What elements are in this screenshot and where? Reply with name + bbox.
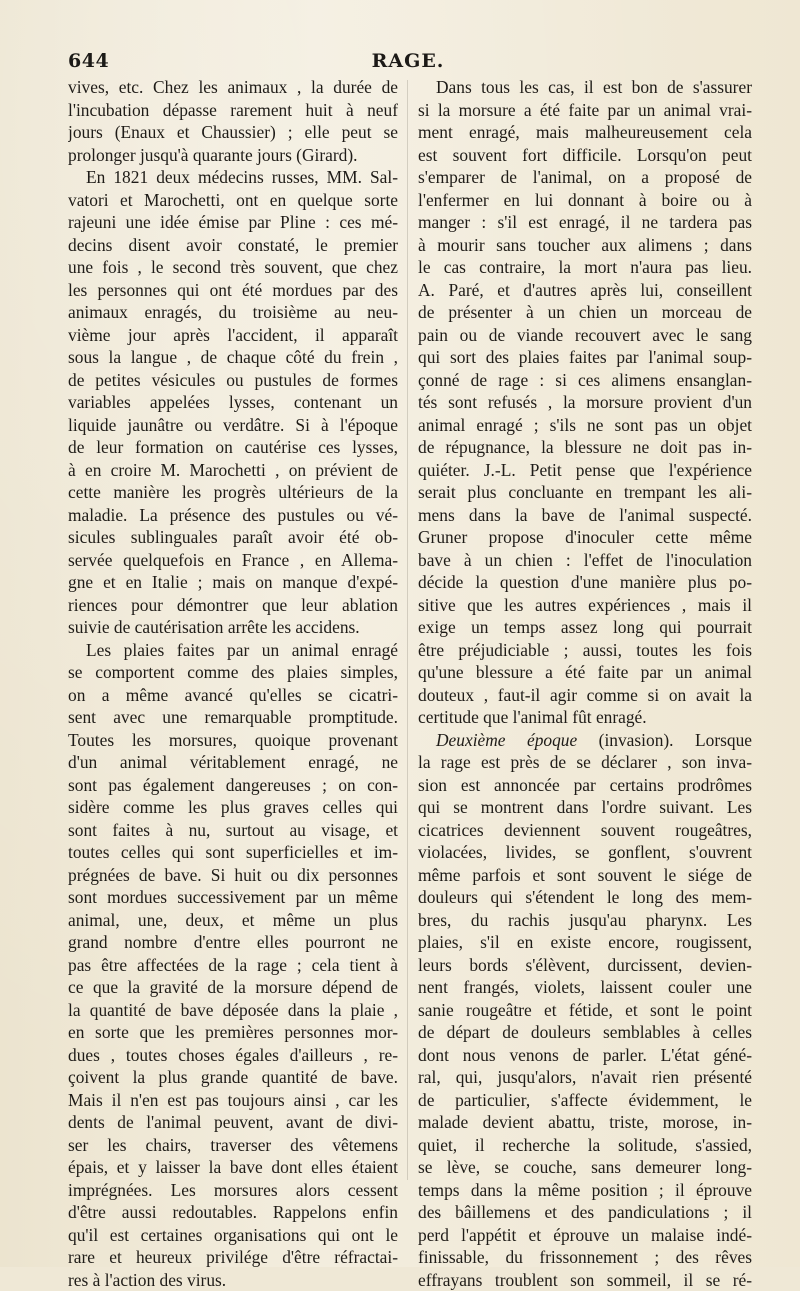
text-line: Deuxième époque (invasion). Lorsque [418,729,752,752]
text-line: sion est annoncée par certains prodrômes [418,774,752,797]
text-line: Gruner propose d'inoculer cette même [418,526,752,549]
text-line: sidère comme les plus graves celles qui [68,796,398,819]
text-line: on a même avancé qu'elles se cicatri- [68,684,398,707]
text-line: à en croire M. Marochetti , on prévient de [68,459,398,482]
text-line: bave à un chien : l'effet de l'inoculation [418,549,752,572]
text-line: animal, une, deux, et même un plus [68,909,398,932]
text-line: dues , toutes choses égales d'ailleurs , re- [68,1044,398,1067]
text-line: serait plus concluante en trempant les ali- [418,481,752,504]
text-line: si la morsure a été faite par un animal vrai- [418,99,752,122]
text-line: de départ de douleurs semblables à celles [418,1021,752,1044]
text-line: la rage est près de se déclarer , son inva- [418,751,752,774]
text-line: A. Paré, et d'autres après lui, conseillent [418,279,752,302]
text-line: d'un animal véritablement enragé, ne [68,751,398,774]
text-line: bres, du rachis jusqu'au pharynx. Les [418,909,752,932]
page-number: 644 [68,50,109,72]
section-heading-italic: Deuxième époque [436,730,577,750]
text-line: sont pas également dangereuses ; on con- [68,774,398,797]
running-title: RAGE. [68,50,748,72]
text-line: dont nous venons de parler. L'état géné- [418,1044,752,1067]
left-text-column [68,76,398,1291]
text-line: ral, qui, jusqu'alors, n'avait rien présenté [418,1066,752,1089]
text-line: sous la langue , de chaque côté du frein , [68,346,398,369]
text-line: certitude que l'animal fût enragé. [418,706,752,729]
text-line: sicules sublinguales paraît avoir été ob- [68,526,398,549]
text-line: servée quelquefois en France , en Allema- [68,549,398,572]
text-line: imprégnées. Les morsures alors cessent [68,1179,398,1202]
text-line: même parfois et sont souvent le siége de [418,864,752,887]
text-line: de particulier, s'affecte évidemment, le [418,1089,752,1112]
text-line: gne et en Italie ; mais on manque d'expé- [68,571,398,594]
text-line: mens dans la bave de l'animal suspecté. [418,504,752,527]
text-line: Les plaies faites par un animal enragé [68,639,398,662]
text-line: maladie. La présence des pustules ou vé- [68,504,398,527]
text-line: vatori et Marochetti, ont en quelque sorte [68,189,398,212]
text-line: quiet, il recherche la solitude, s'assied, [418,1134,752,1157]
text-line: decins disent avoir constaté, le premier [68,234,398,257]
text-line: vième jour après l'accident, il apparaît [68,324,398,347]
text-line: temps dans la même position ; il éprouve [418,1179,752,1202]
text-line: qui se montrent dans l'ordre suivant. Les [418,796,752,819]
text-line: pain ou de viande recouvert avec le sang [418,324,752,347]
text-line: çoivent la plus grande quantité de bave. [68,1066,398,1089]
text-line: Mais il n'en est pas toujours ainsi , car les [68,1089,398,1112]
text-line: décide la question d'une manière plus po- [418,571,752,594]
text-line: plaies, s'il en existe encore, rougissent, [418,931,752,954]
text-line: toutes celles qui sont superficielles et im- [68,841,398,864]
text-line: l'enfermer en lui donnant à boire ou à [418,189,752,212]
text-line: à mourir sans toucher aux alimens ; dans [418,234,752,257]
text-line: manger : s'il est enragé, il ne tardera pas [418,211,752,234]
text-line: l'incubation dépasse rarement huit à neuf [68,99,398,122]
text-line: Dans tous les cas, il est bon de s'assurer [418,76,752,99]
text-line: res à l'action des virus. [68,1269,398,1291]
text-line: sont mordues successivement par un même [68,886,398,909]
page-header [68,50,748,76]
text-line: de présenter à un chien un morceau de [418,301,752,324]
text-line: riences pour démontrer que leur ablation [68,594,398,617]
text-line: ce que la gravité de la morsure dépend de [68,976,398,999]
text-line: exige un temps assez long qui pourrait [418,616,752,639]
text-line: ser les chairs, traverser des vêtemens [68,1134,398,1157]
text-line: s'emparer de l'animal, on a proposé de [418,166,752,189]
text-line: grand nombre d'entre elles pourront ne [68,931,398,954]
text-line: des bâillemens et des pandiculations ; il [418,1201,752,1224]
text-line: malade devient abattu, triste, morose, in- [418,1111,752,1134]
text-line: d'être aussi redoutables. Rappelons enfin [68,1201,398,1224]
text-line: de leur formation on cautérise ces lysses, [68,436,398,459]
text-line: suivie de cautérisation arrête les accidens. [68,616,398,639]
text-line: se comportent comme des plaies simples, [68,661,398,684]
text-line: sitive que les autres expériences , mais il [418,594,752,617]
text-line: de répugnance, la blessure ne doit pas in- [418,436,752,459]
text-line: sent avec une remarquable promptitude. [68,706,398,729]
text-line: variables appelées lysses, contenant un [68,391,398,414]
text-line: qu'une blessure a été faite par un animal [418,661,752,684]
text-line: les personnes qui ont été mordues par des [68,279,398,302]
text-line: animal enragé ; s'ils ne sont pas un objet [418,414,752,437]
text-line: douteux , faut-il agir comme si on avait la [418,684,752,707]
text-line: jours (Enaux et Chaussier) ; elle peut se [68,121,398,144]
text-line: épais, et y laisser la bave dont elles étaient [68,1156,398,1179]
text-line: sont faites à nu, surtout au visage, et [68,819,398,842]
text-line: être préjudiciable ; aussi, toutes les fois [418,639,752,662]
text-line: animaux enragés, du troisième au neu- [68,301,398,324]
text-line: Toutes les morsures, quoique provenant [68,729,398,752]
text-line: qui sort des plaies faites par l'animal soup- [418,346,752,369]
right-text-column [418,76,752,1291]
text-line: rajeuni une idée émise par Pline : ces mé- [68,211,398,234]
text-line: cicatrices deviennent souvent rougeâtres, [418,819,752,842]
text-line: quiéter. J.-L. Petit pense que l'expérience [418,459,752,482]
text-line: liquide jaunâtre ou verdâtre. Si à l'époque [68,414,398,437]
text-line: la quantité de bave déposée dans la plaie , [68,999,398,1022]
text-line: cette manière les progrès ultérieurs de la [68,481,398,504]
text-line: une fois , le second très souvent, que chez [68,256,398,279]
text-line: dents de l'animal peuvent, avant de divi- [68,1111,398,1134]
column-divider [407,80,408,1180]
text-line: vives, etc. Chez les animaux , la durée de [68,76,398,99]
text-line: çonné de rage : si ces alimens ensanglan- [418,369,752,392]
text-line: qu'il est certaines organisations qui ont le [68,1224,398,1247]
text-line: perd l'appétit et éprouve un malaise indé- [418,1224,752,1247]
text-line: de petites vésicules ou pustules de formes [68,369,398,392]
text-line: le cas contraire, la mort n'aura pas lieu. [418,256,752,279]
text-line: rare et heureux privilége d'être réfractai- [68,1246,398,1269]
text-line: nent frangés, violets, laissent couler une [418,976,752,999]
text-line: ment enragé, mais malheureusement cela [418,121,752,144]
text-line: douleurs qui s'étendent le long des mem- [418,886,752,909]
text-line: prolonger jusqu'à quarante jours (Girard). [68,144,398,167]
text-line: pas être affectées de la rage ; cela tient à [68,954,398,977]
text-line: violacées, livides, se gonflent, s'ouvrent [418,841,752,864]
text-line: leurs bords s'élèvent, durcissent, devien- [418,954,752,977]
text-line: effrayans troublent son sommeil, il se ré- [418,1269,752,1291]
text-line: prégnées de bave. Si huit ou dix personnes [68,864,398,887]
text-line: est souvent fort difficile. Lorsqu'on peut [418,144,752,167]
text-line: finissable, du frissonnement ; des rêves [418,1246,752,1269]
text-line: sanie rougeâtre et fétide, et sont le point [418,999,752,1022]
text-line: En 1821 deux médecins russes, MM. Sal- [68,166,398,189]
text-line: se lève, se couche, sans demeurer long- [418,1156,752,1179]
text-line: tés sont refusés , la morsure provient d'un [418,391,752,414]
text-line: en sorte que les premières personnes mor- [68,1021,398,1044]
